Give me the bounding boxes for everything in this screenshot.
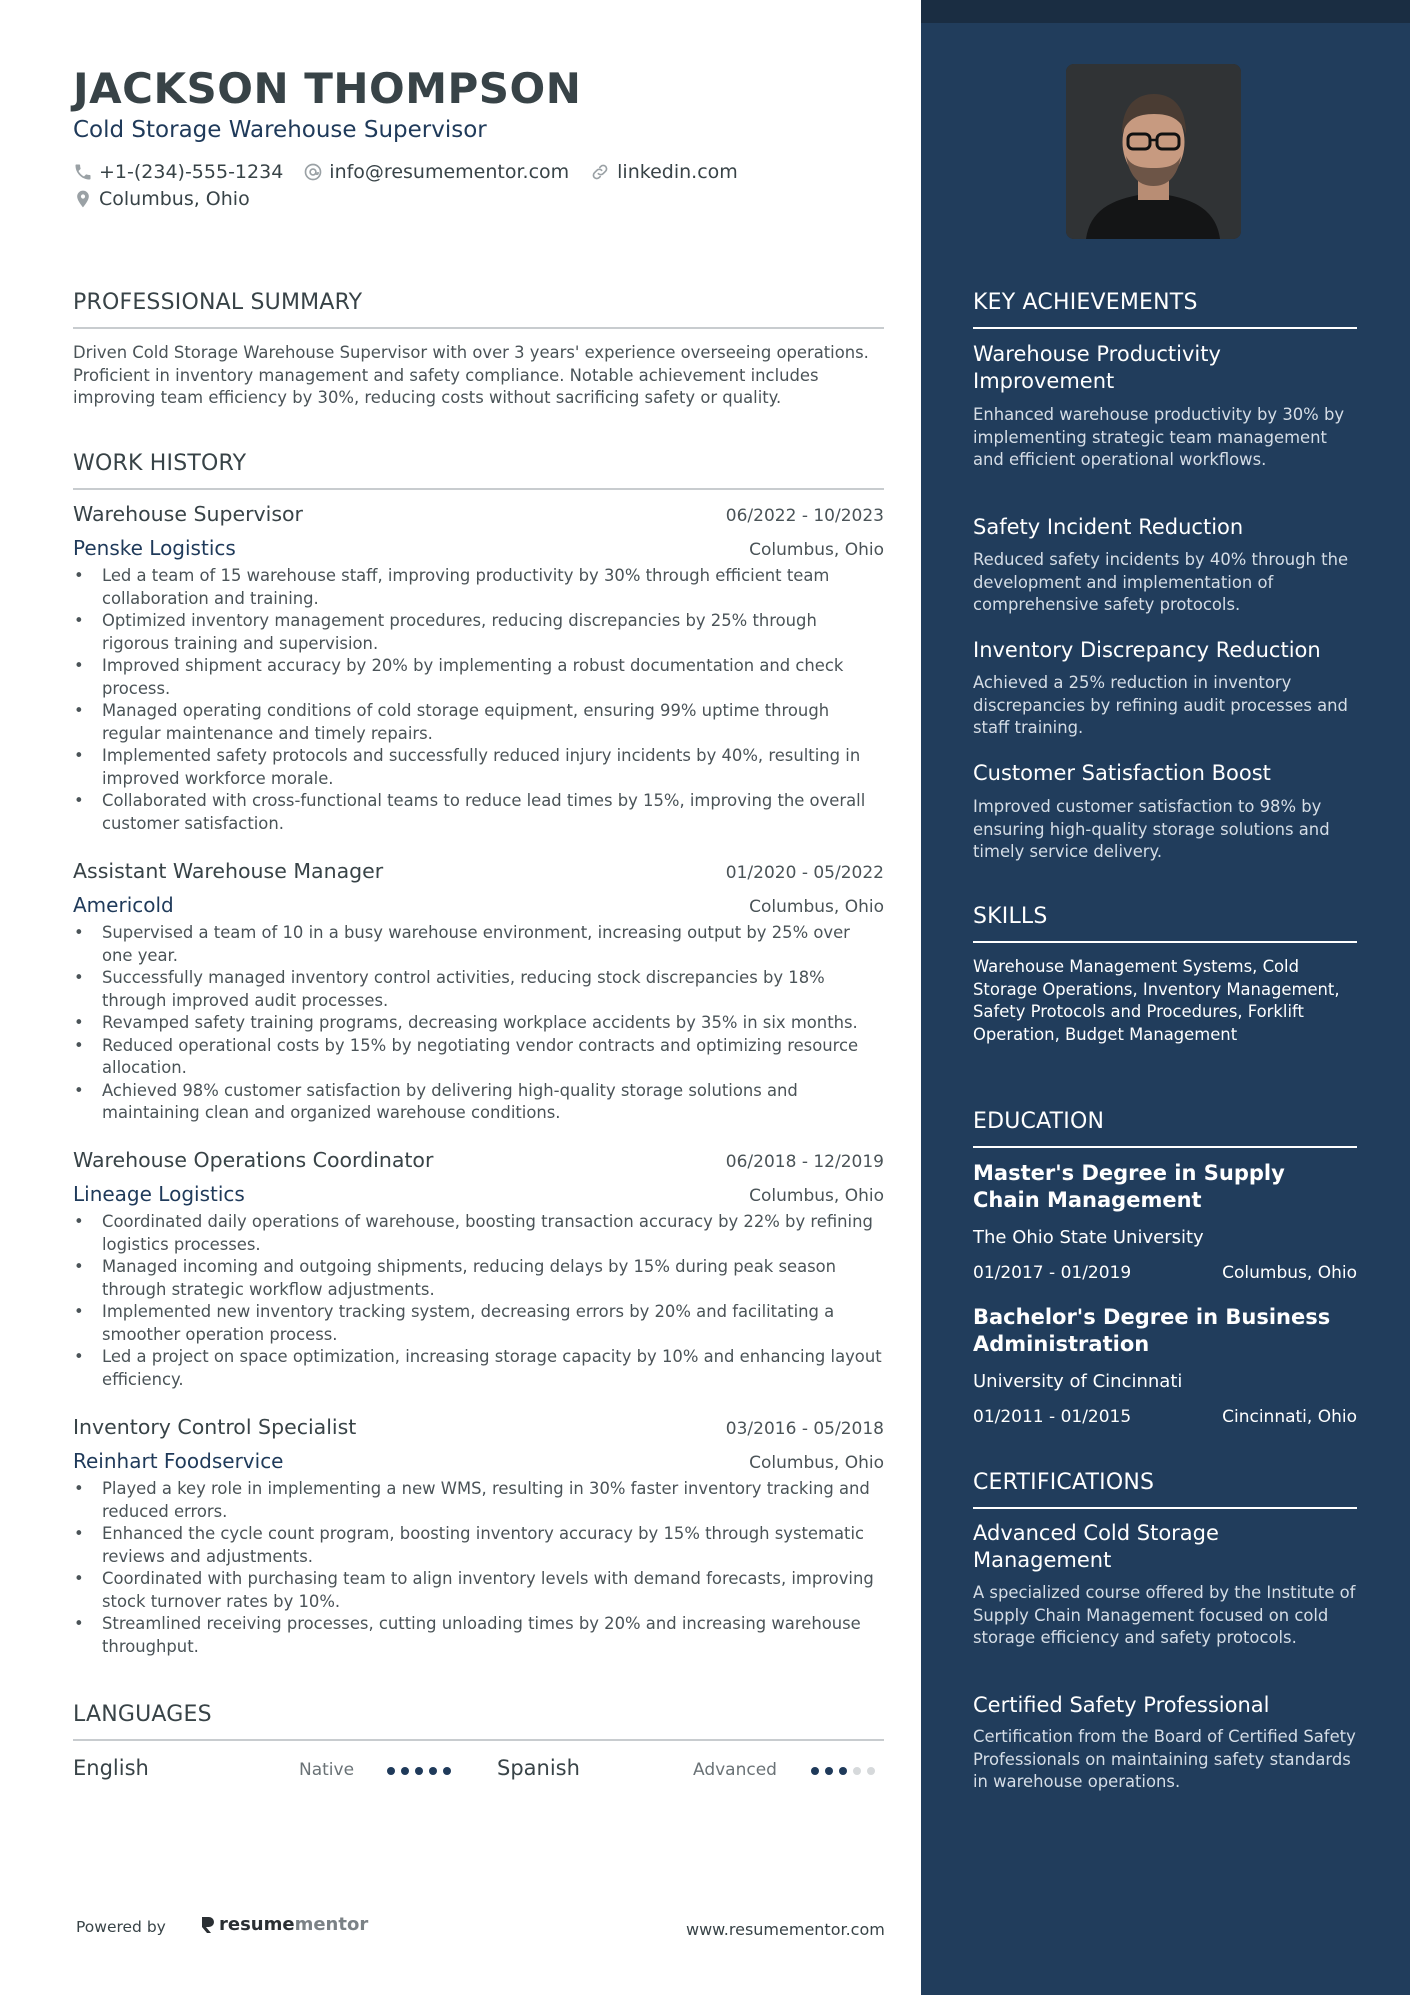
achievement-text: Enhanced warehouse productivity by 30% by implementing strategic team management and efficient operational workflows. [973,405,1345,469]
certification-title: Certified Safety Professional [973,1693,1270,1717]
job-entry [73,859,884,1125]
job-bullet: • Managed operating conditions of cold storage equipment, ensuring 99% uptime through regular maintenance and timely repairs. [73,700,884,745]
job-entry [73,1148,884,1391]
languages-heading: LANGUAGES [73,1702,884,1741]
brand-logo[interactable] [199,1914,368,1935]
education-heading: EDUCATION [973,1109,1357,1148]
job-bullet: • Collaborated with cross-functional teams to reduce lead times by 15%, improving the overall customer satisfaction. [73,790,884,835]
location-text: Columbus, Ohio [99,188,250,210]
job-role: Assistant Warehouse Manager [73,859,384,883]
job-company: Americold [73,893,174,917]
job-bullet: • Improved shipment accuracy by 20% by implementing a robust documentation and check process. [73,655,884,700]
job-bullet: • Reduced operational costs by 15% by negotiating vendor contracts and optimizing resource allocation. [73,1035,884,1080]
skills-text: Warehouse Management Systems, Cold Storage Operations, Inventory Management, Safety Protocols and Procedures, Forklift Operation, Budget Management [973,957,1340,1044]
job-company: Penske Logistics [73,536,236,560]
language-level: Advanced [693,1760,777,1780]
rating-dot-filled [825,1767,833,1775]
certification-text: A specialized course offered by the Institute of Supply Chain Management focused on cold storage efficiency and safety protocols. [973,1583,1356,1647]
job-dates: 06/2018 - 12/2019 [725,1152,884,1172]
location-contact [73,188,250,210]
job-entry [73,502,884,835]
job-bullets [73,565,884,835]
job-bullet: • Implemented safety protocols and successfully reduced injury incidents by 40%, resulting in improved workforce morale. [73,745,884,790]
profile-portrait-icon [1066,64,1241,239]
brand-mark-icon [199,1915,215,1935]
job-dates: 01/2020 - 05/2022 [725,863,884,883]
job-location: Columbus, Ohio [749,897,884,917]
language-name: English [73,1756,149,1780]
certifications-heading: CERTIFICATIONS [973,1470,1357,1509]
job-bullets [73,922,884,1125]
job-entry [73,1415,884,1658]
education-degree: Master's Degree in Supply Chain Management [973,1161,1285,1212]
achievement-title: Warehouse Productivity Improvement [973,342,1221,393]
job-dates: 06/2022 - 10/2023 [725,506,884,526]
job-dates: 03/2016 - 05/2018 [725,1419,884,1439]
job-bullets [73,1478,884,1658]
phone-text: +1-(234)-555-1234 [99,161,284,183]
achievement-text: Improved customer satisfaction to 98% by ensuring high-quality storage solutions and timely service delivery. [973,797,1330,861]
education-dates: 01/2017 - 01/2019 [973,1263,1132,1283]
job-bullet: • Streamlined receiving processes, cutting unloading times by 20% and increasing warehouse throughput. [73,1613,884,1658]
linkedin-contact[interactable] [589,161,738,183]
job-bullets [73,1211,884,1391]
profile-photo [1066,64,1241,239]
rating-dot-filled [839,1767,847,1775]
at-icon [303,162,323,182]
certification-title: Advanced Cold Storage Management [973,1521,1219,1572]
location-row [73,188,270,210]
sidebar [921,0,1410,1995]
language-rating [811,1767,881,1775]
job-bullet: • Led a team of 15 warehouse staff, improving productivity by 30% through efficient team collaboration and training. [73,565,884,610]
job-role: Inventory Control Specialist [73,1415,357,1439]
rating-dot-filled [387,1767,395,1775]
job-bullet: • Coordinated with purchasing team to align inventory levels with demand forecasts, improving stock turnover rates by 10%. [73,1568,884,1613]
job-bullet: • Coordinated daily operations of warehouse, boosting transaction accuracy by 22% by refining logistics processes. [73,1211,884,1256]
languages-row [73,1754,884,1784]
job-bullet: • Optimized inventory management procedures, reducing discrepancies by 25% through rigorous training and supervision. [73,610,884,655]
achievement-text: Reduced safety incidents by 40% through the development and implementation of comprehensive safety protocols. [973,550,1349,614]
job-location: Columbus, Ohio [749,1453,884,1473]
email-text: info@resumementor.com [329,161,570,183]
location-pin-icon [73,188,93,210]
language-level: Native [299,1760,355,1780]
job-bullet: • Supervised a team of 10 in a busy warehouse environment, increasing output by 25% over one year. [73,922,884,967]
link-icon [589,162,611,182]
achievement-title: Inventory Discrepancy Reduction [973,638,1321,662]
job-bullet: • Played a key role in implementing a new WMS, resulting in 30% faster inventory tracking and reduced errors. [73,1478,884,1523]
job-role: Warehouse Supervisor [73,502,303,526]
job-company: Reinhart Foodservice [73,1449,284,1473]
achievement-title: Customer Satisfaction Boost [973,761,1271,785]
education-location: Columbus, Ohio [1222,1263,1357,1283]
education-location: Cincinnati, Ohio [1222,1407,1357,1427]
job-bullet: • Led a project on space optimization, increasing storage capacity by 10% and enhancing layout efficiency. [73,1346,884,1391]
rating-dot-filled [429,1767,437,1775]
job-bullet: • Implemented new inventory tracking system, decreasing errors by 20% and facilitating a smoother operation process. [73,1301,884,1346]
brand-bold-text: resume [219,1914,295,1935]
skills-heading: SKILLS [973,904,1357,943]
job-bullet: • Successfully managed inventory control activities, reducing stock discrepancies by 18% through improved audit processes. [73,967,884,1012]
rating-dot-empty [867,1767,875,1775]
language-rating [387,1767,457,1775]
job-location: Columbus, Ohio [749,540,884,560]
achievement-title: Safety Incident Reduction [973,515,1244,539]
job-bullet: • Managed incoming and outgoing shipments, reducing delays by 15% during peak season through strategic workflow adjustments. [73,1256,884,1301]
certification-text: Certification from the Board of Certified Safety Professionals on maintaining safety standards in warehouse operations. [973,1727,1356,1791]
language-name: Spanish [497,1756,580,1780]
candidate-name: JACKSON THOMPSON [73,64,582,113]
rating-dot-empty [853,1767,861,1775]
education-degree: Bachelor's Degree in Business Administration [973,1305,1331,1356]
powered-by-label: Powered by [76,1918,166,1936]
website-link[interactable]: www.resumementor.com [686,1920,885,1939]
linkedin-text: linkedin.com [617,161,738,183]
email-contact[interactable] [303,161,569,183]
work-history-heading: WORK HISTORY [73,451,884,490]
rating-dot-filled [443,1767,451,1775]
candidate-title: Cold Storage Warehouse Supervisor [73,117,487,143]
brand-light-text: mentor [294,1914,369,1935]
rating-dot-filled [415,1767,423,1775]
achievement-text: Achieved a 25% reduction in inventory discrepancies by refining audit processes and staff training. [973,673,1348,737]
contact-row [73,161,758,183]
phone-icon [73,162,93,182]
job-bullet: • Revamped safety training programs, decreasing workplace accidents by 35% in six months. [73,1012,884,1035]
job-company: Lineage Logistics [73,1182,245,1206]
job-bullet: • Enhanced the cycle count program, boosting inventory accuracy by 15% through systematic reviews and adjustments. [73,1523,884,1568]
achievements-heading: KEY ACHIEVEMENTS [973,290,1357,329]
rating-dot-filled [401,1767,409,1775]
job-location: Columbus, Ohio [749,1186,884,1206]
rating-dot-filled [811,1767,819,1775]
phone-contact[interactable] [73,161,283,183]
summary-text: Driven Cold Storage Warehouse Supervisor with over 3 years' experience overseeing operations. Proficient in inventory management and safety compliance. Notable achievement includes improving team efficiency by 30%, reducing costs without sacrificing safety or quality. [73,343,869,407]
education-school: University of Cincinnati [973,1371,1183,1392]
sidebar-top-band [921,0,1410,23]
education-meta [973,1407,1357,1427]
education-school: The Ohio State University [973,1227,1204,1248]
education-dates: 01/2011 - 01/2015 [973,1407,1132,1427]
job-bullet: • Achieved 98% customer satisfaction by delivering high-quality storage solutions and maintaining clean and organized warehouse conditions. [73,1080,884,1125]
summary-heading: PROFESSIONAL SUMMARY [73,290,884,329]
job-role: Warehouse Operations Coordinator [73,1148,434,1172]
education-meta [973,1263,1357,1283]
